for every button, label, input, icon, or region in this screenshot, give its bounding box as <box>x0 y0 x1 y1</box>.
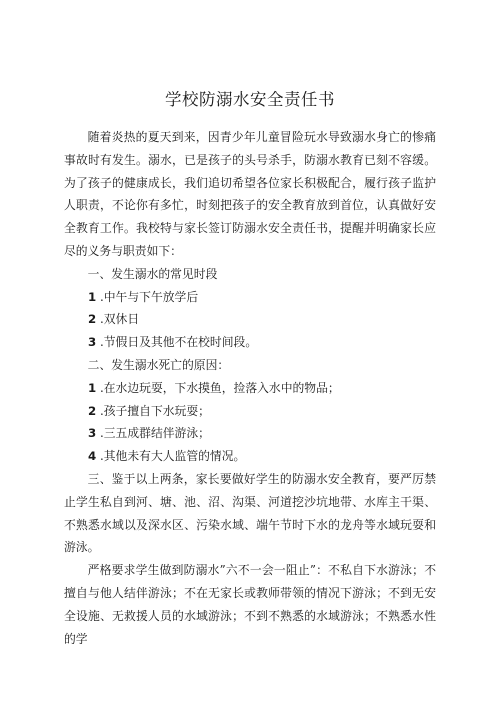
section-1-heading: 一、发生溺水的常见时段 <box>87 266 218 281</box>
item-text: .在水边玩耍，下水摸鱼，捡落入水中的物品； <box>100 380 340 395</box>
item-number: 2 <box>88 312 97 327</box>
section-2-item <box>64 377 436 400</box>
item-text: .孩子擅自下水玩耍； <box>100 403 210 418</box>
section-2-item <box>64 400 436 423</box>
document-title: 学校防溺水安全责任书 <box>165 90 335 109</box>
section-1-item <box>64 286 436 309</box>
item-number: 3 <box>88 426 97 441</box>
item-number: 1 <box>88 380 97 395</box>
item-number: 1 <box>88 289 97 304</box>
rules-paragraph: 严格要求学生做到防溺水”六不一会一阻止”：不私自下水游泳；不擅自与他人结伴游泳；不在无家长或教师带领的情况下游泳；不到无安全设施、无救援人员的水域游泳；不到不熟悉的水域游泳；不熟悉水性的学 <box>64 563 436 646</box>
section-1-item <box>64 331 436 354</box>
item-text: .中午与下午放学后 <box>100 289 199 304</box>
section-2-item <box>64 422 436 445</box>
section-1-item <box>64 308 436 331</box>
section-2-item <box>64 445 436 468</box>
item-text: .节假日及其他不在校时间段。 <box>100 335 258 350</box>
item-number: 3 <box>88 335 97 350</box>
section-2-heading: 二、发生溺水死亡的原因： <box>87 357 230 372</box>
item-text: .其他未有大人监管的情况。 <box>100 449 246 464</box>
section-3-paragraph: 三、鉴于以上两条，家长要做好学生的防溺水安全教育，要严厉禁止学生私自到河、塘、池、沼、沟渠、河道挖沙坑地带、水库主干渠、不熟悉水域以及深水区、污染水域、端午节时下水的龙舟等水域玩耍和游泳。 <box>64 471 436 555</box>
item-text: .三五成群结伴游泳； <box>100 426 210 441</box>
item-number: 2 <box>88 403 97 418</box>
item-number: 4 <box>88 449 97 464</box>
intro-paragraph: 随着炎热的夏天到来，因青少年儿童冒险玩水导致溺水身亡的惨痛事故时有发生。溺水，已是孩子的头号杀手，防溺水教育已刻不容缓。为了孩子的健康成长，我们追切希望各位家长积极配合，履行孩子监护人职责，不论你有多忙，时刻把孩子的安全教育放到首位，认真做好安全教育工作。我校特与家长签订防溺水安全责任书，提醒并明确家长应尽的义务与职责如下： <box>64 130 436 258</box>
item-text: .双休日 <box>100 312 140 327</box>
